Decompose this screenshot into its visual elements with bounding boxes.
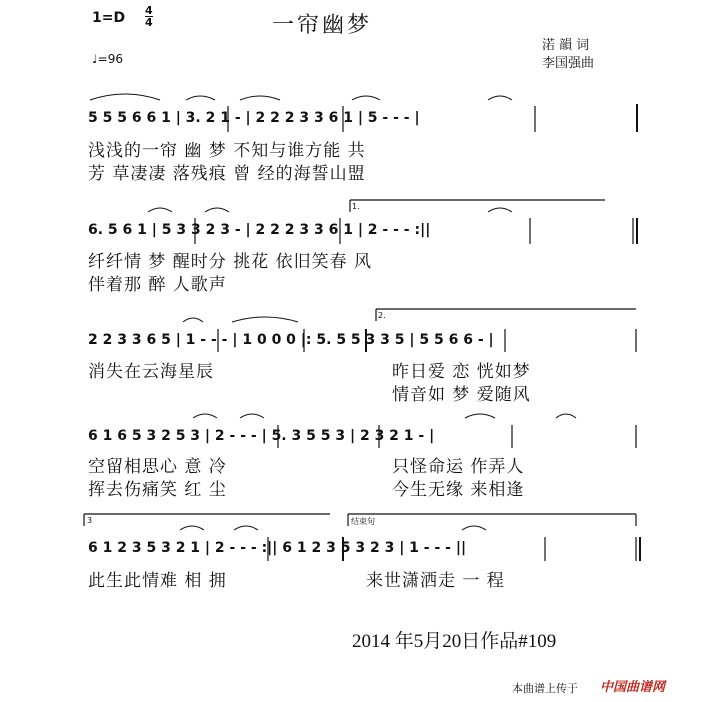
tempo-mark: ♩=96 xyxy=(92,52,123,66)
lyric-line-1b: 芳 草凄凄 落残痕 曾 经的海誓山盟 xyxy=(88,164,366,184)
notation-line-2: 6. 5 6 1 | 5 3 3 2 3 - | 2 2 2 3 3 6 1 | 2 - - - :|| xyxy=(88,222,431,238)
volta-3-label: 3 xyxy=(87,516,93,525)
notation-line-1: 5 5 5 6 6 1 | 3. 2 1 - | 2 2 2 3 3 6 1 | 5 - - - | xyxy=(88,110,420,126)
volta-2-label: 2. xyxy=(378,311,386,320)
notation-line-3: 2 2 3 3 6 5 | 1 - - - | 1 0 0 0 |: 5. 5 5 3 3 5 | 5 5 6 6 - | xyxy=(88,332,494,348)
time-signature-top: 4 xyxy=(145,4,153,17)
lyric-line-3a: 消失在云海星辰 xyxy=(88,362,214,382)
lyric-line-4a: 空留相思心 意 冷 xyxy=(88,457,227,477)
site-logo[interactable]: 中国曲谱网 xyxy=(600,680,666,695)
ending-label: 结束句 xyxy=(351,517,375,526)
lyric-line-2b: 伴着那 醉 人歌声 xyxy=(88,275,227,295)
lyric-line-5b: 来世潇洒走 一 程 xyxy=(366,571,505,591)
notation-line-4: 6 1 6 5 3 2 5 3 | 2 - - - | 5. 3 5 5 3 | 2 3 2 1 - | xyxy=(88,428,435,444)
upload-note: 本曲谱上传于 xyxy=(512,682,578,695)
lyric-line-5a: 此生此情难 相 拥 xyxy=(88,571,227,591)
volta-1-label: 1. xyxy=(352,202,360,211)
time-signature-bottom: 4 xyxy=(145,16,153,29)
lyricist-credit: 渃 韻 词 xyxy=(542,38,590,53)
lyric-line-4b: 只怪命运 作弄人 xyxy=(392,457,525,477)
lyric-line-4d: 今生无缘 来相逢 xyxy=(392,480,525,500)
key-signature: 1=D xyxy=(92,10,126,26)
composer-credit: 李国强曲 xyxy=(542,56,595,71)
lyric-line-1a: 浅浅的一帘 幽 梦 不知与谁方能 共 xyxy=(88,141,366,161)
song-title: 一帘幽梦 xyxy=(272,13,373,38)
notation-line-5: 6 1 2 3 5 3 2 1 | 2 - - - :|| 6 1 2 3 5 3 2 3 | 1 - - - || xyxy=(88,540,467,556)
lyric-line-2a: 纤纤情 梦 醒时分 挑花 依旧笑春 风 xyxy=(88,252,373,272)
work-date-footer: 2014 年5月20日作品#109 xyxy=(352,631,557,652)
lyric-line-3b: 昨日爱 恋 恍如梦 xyxy=(392,362,531,382)
lyric-line-4c: 挥去伤痛笑 红 尘 xyxy=(88,480,227,500)
lyric-line-3c: 情音如 梦 爱随风 xyxy=(392,385,531,405)
